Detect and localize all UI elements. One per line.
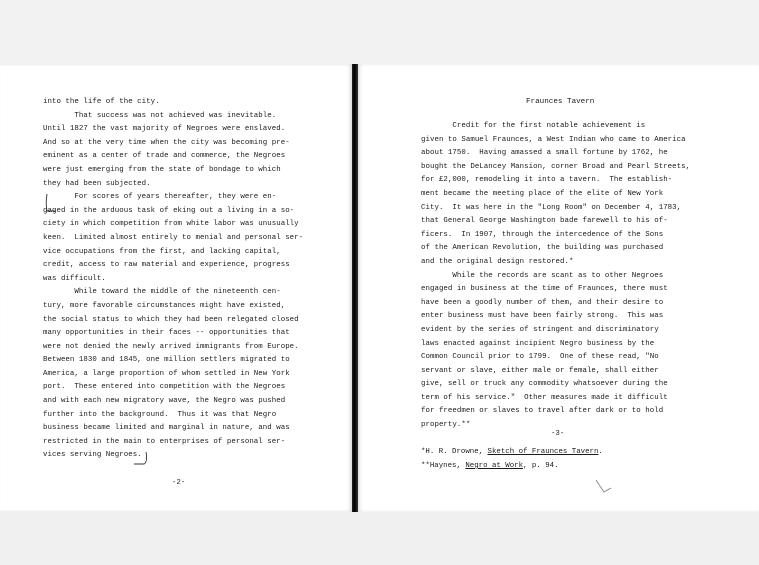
handwritten-paragraph-mark	[44, 192, 58, 214]
left-page-line: Between 1830 and 1845, one million settlers migrated to	[43, 356, 290, 365]
right-page-line: and the original design restored.*	[421, 257, 574, 266]
left-page-line: further into the background. Thus it was that Negro	[43, 410, 277, 419]
handwritten-closing-bracket	[130, 450, 152, 468]
right-page	[358, 64, 759, 512]
left-page-line: America, a large proportion of whom settled in New York	[43, 369, 290, 378]
right-page-line: servant or slave, either male or female, shall either	[421, 366, 659, 375]
right-page-line: ficers. In 1907, through the intercedence of the Sons	[421, 230, 664, 239]
left-page-line: vice occupations from the first, and lacking capital,	[43, 247, 281, 256]
right-page-line: laws enacted against incipient Negro business by the	[421, 339, 655, 348]
section-title: Fraunces Tavern	[526, 98, 595, 106]
left-page-line: was difficult.	[43, 274, 106, 283]
left-page-number: -2-	[172, 479, 186, 487]
right-page-line: ment became the meeting place of the elite of New York	[421, 189, 664, 198]
left-page-line: eminent as a center of trade and commerce, the Negroes	[43, 152, 286, 161]
right-page-line: Common Council prior to 1799. One of these read, "No	[421, 353, 659, 362]
right-page-line: of the American Revolution, the building was purchased	[421, 244, 664, 253]
right-page-body	[421, 120, 690, 433]
right-page-line: enter business must have been fairly strong. This was	[421, 312, 664, 321]
left-page	[0, 64, 352, 512]
left-page-line: were just emerging from the state of bondage to which	[43, 165, 281, 174]
left-page-line: the social status to which they had been relegated closed	[43, 315, 299, 324]
right-page-line: about 1750. Having amassed a small fortune by 1762, he	[421, 149, 668, 158]
right-page-line: evident by the series of stringent and discriminatory	[421, 325, 659, 334]
left-page-line: restricted in the main to enterprises of personal ser-	[43, 437, 286, 446]
left-page-line: While toward the middle of the nineteenth cen-	[43, 288, 281, 297]
right-page-line: City. It was here in the "Long Room" on December 4, 1783,	[421, 203, 682, 212]
footnote-2	[421, 460, 559, 473]
left-page-line: credit, access to raw material and experience, progress	[43, 261, 290, 270]
right-page-number: -3-	[551, 430, 565, 438]
right-page-line: given to Samuel Fraunces, a West Indian who came to America	[421, 135, 686, 144]
left-page-line: and with each new migratory wave, the Negro was pushed	[43, 397, 286, 406]
left-page-line: keen. Limited almost entirely to menial and personal ser-	[43, 233, 304, 242]
left-page-line: gaged in the arduous task of eking out a living in a so-	[43, 206, 295, 215]
left-page-line: Until 1827 the vast majority of Negroes were enslaved.	[43, 125, 286, 134]
right-page-line: for £2,000, remodeling it into a tavern. The establish-	[421, 176, 673, 185]
footnote-2-prefix: **Haynes,	[421, 462, 466, 470]
right-page-line: property.**	[421, 421, 471, 430]
right-page-line: for freedmen or slaves to travel after dark or to hold	[421, 407, 664, 416]
right-page-line: have been a goodly number of them, and their desire to	[421, 298, 664, 307]
left-page-line: tury, more favorable circumstances might have existed,	[43, 301, 286, 310]
pencil-check-mark	[593, 476, 615, 498]
left-page-line: many opportunities in their faces -- opportunities that	[43, 329, 290, 338]
right-page-line: While the records are scant as to other Negroes	[421, 271, 664, 280]
left-page-line: were not denied the newly arrived immigrants from Europe.	[43, 342, 299, 351]
left-page-line: they had been subjected.	[43, 179, 151, 188]
left-page-line: That success was not achieved was inevitable.	[43, 111, 277, 120]
right-page-line: give, sell or truck any commodity whatsoever during the	[421, 380, 668, 389]
left-page-line: port. These entered into competition with the Negroes	[43, 383, 286, 392]
left-page-line: business became limited and marginal in nature, and was	[43, 424, 290, 433]
left-page-line: vices serving Negroes.	[43, 451, 142, 460]
footnote-1-suffix: .	[598, 448, 603, 456]
left-page-line: For scores of years thereafter, they were en-	[43, 193, 277, 202]
footnote-1	[421, 446, 603, 459]
left-page-line: ciety in which competition from white labor was unusually	[43, 220, 299, 229]
right-page-line: engaged in business at the time of Fraunces, there must	[421, 285, 668, 294]
right-page-line: that General George Washington bade farewell to his of-	[421, 217, 668, 226]
footnote-1-prefix: *H. R. Drowne,	[421, 448, 488, 456]
right-page-line: bought the DeLancey Mansion, corner Broad and Pearl Streets,	[421, 162, 691, 171]
footnote-2-suffix: , p. 94.	[523, 462, 559, 470]
right-page-line: term of his service." Other measures made it difficult	[421, 393, 668, 402]
left-page-line: into the life of the city.	[43, 98, 160, 106]
footnote-2-title: Negro at Work	[465, 462, 524, 470]
footnote-1-title: Sketch of Fraunces Tavern	[487, 448, 599, 456]
scan-bottom-margin	[0, 512, 759, 565]
left-page-body	[43, 96, 303, 463]
right-page-line: Credit for the first notable achievement is	[421, 122, 646, 130]
left-page-line: And so at the very time when the city was becoming pre-	[43, 138, 290, 147]
